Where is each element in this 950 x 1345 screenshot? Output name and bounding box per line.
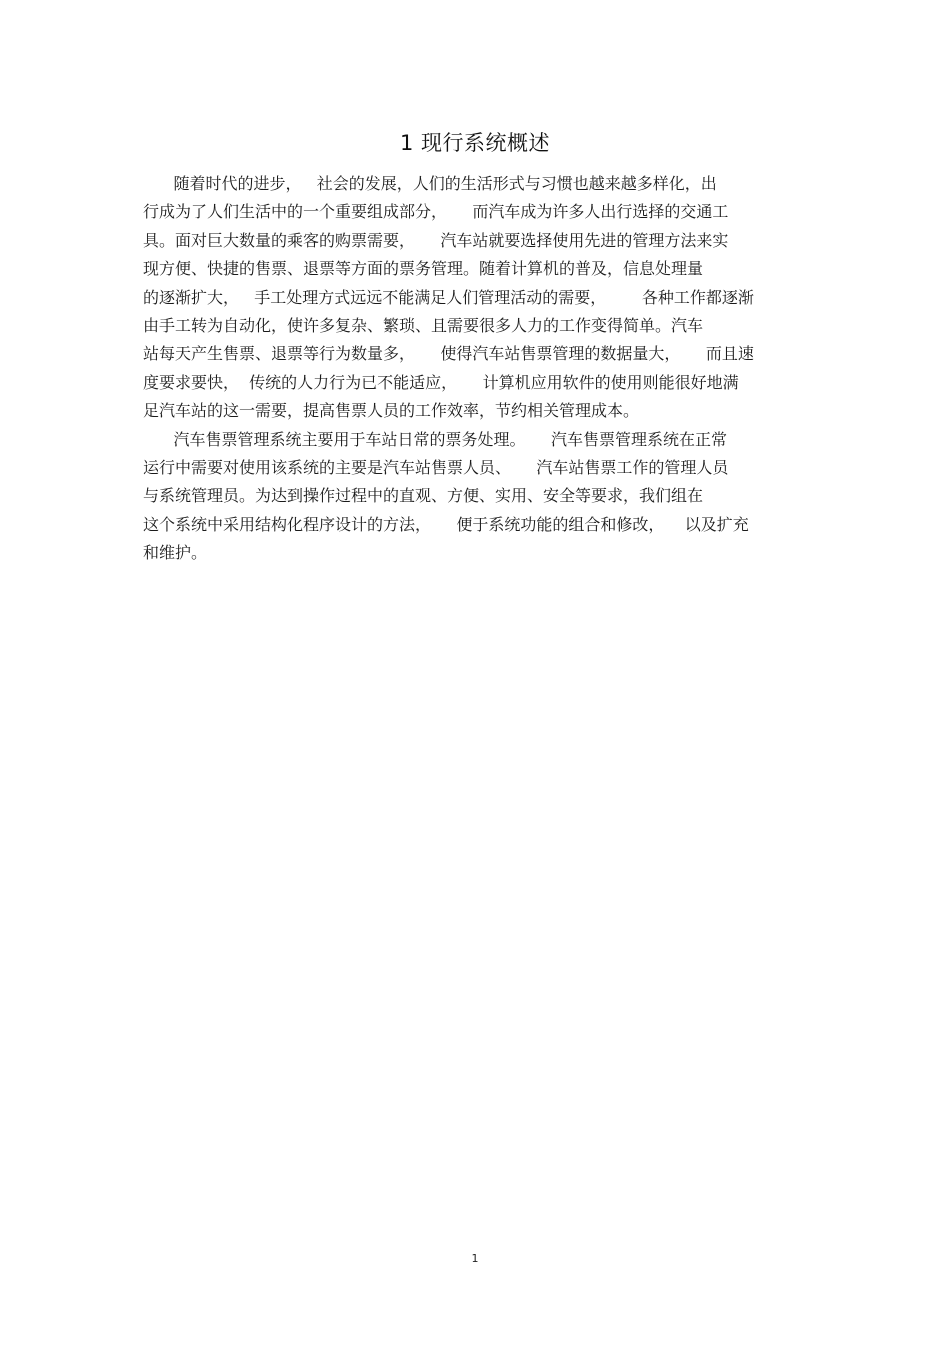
text-line: 现方便、快捷的售票、退票等方面的票务管理。随着计算机的普及，信息处理量: [143, 259, 704, 279]
text-line: 与系统管理员。为达到操作过程中的直观、方便、实用、安全等要求，我们组在: [143, 486, 704, 506]
text-line: 这个系统中采用结构化程序设计的方法， 便于系统功能的组合和修改， 以及扩充: [143, 514, 749, 534]
text-line: 随着时代的进步， 社会的发展，人们的生活形式与习惯也越来越多样化，出: [143, 174, 717, 193]
text-line: 足汽车站的这一需要，提高售票人员的工作效率，节约相关管理成本。: [143, 401, 640, 421]
section-title: 1 现行系统概述: [399, 131, 551, 155]
text-line: 度要求要快， 传统的人力行为已不能适应， 计算机应用软件的使用则能很好地满: [143, 372, 739, 392]
text-line: 行成为了人们生活中的一个重要组成部分， 而汽车成为许多人出行选择的交通工: [143, 202, 729, 222]
text-line: 具。面对巨大数量的乘客的购票需要， 汽车站就要选择使用先进的管理方法来实: [143, 230, 729, 250]
text-line: 汽车售票管理系统主要用于车站日常的票务处理。 汽车售票管理系统在正常: [143, 429, 727, 449]
text-line: 由手工转为自动化，使许多复杂、繁琐、且需要很多人力的工作变得简单。汽车: [143, 315, 704, 335]
text-line: 站每天产生售票、退票等行为数量多， 使得汽车站售票管理的数据量大， 而且速: [143, 344, 754, 364]
text-line: 和维护。: [143, 543, 208, 563]
text-line: 的逐渐扩大， 手工处理方式远远不能满足人们管理活动的需要， 各种工作都逐渐: [143, 287, 754, 307]
body-text: [143, 170, 813, 567]
page-number: 1: [471, 1252, 479, 1265]
text-line: 运行中需要对使用该系统的主要是汽车站售票人员、 汽车站售票工作的管理人员: [143, 457, 729, 477]
